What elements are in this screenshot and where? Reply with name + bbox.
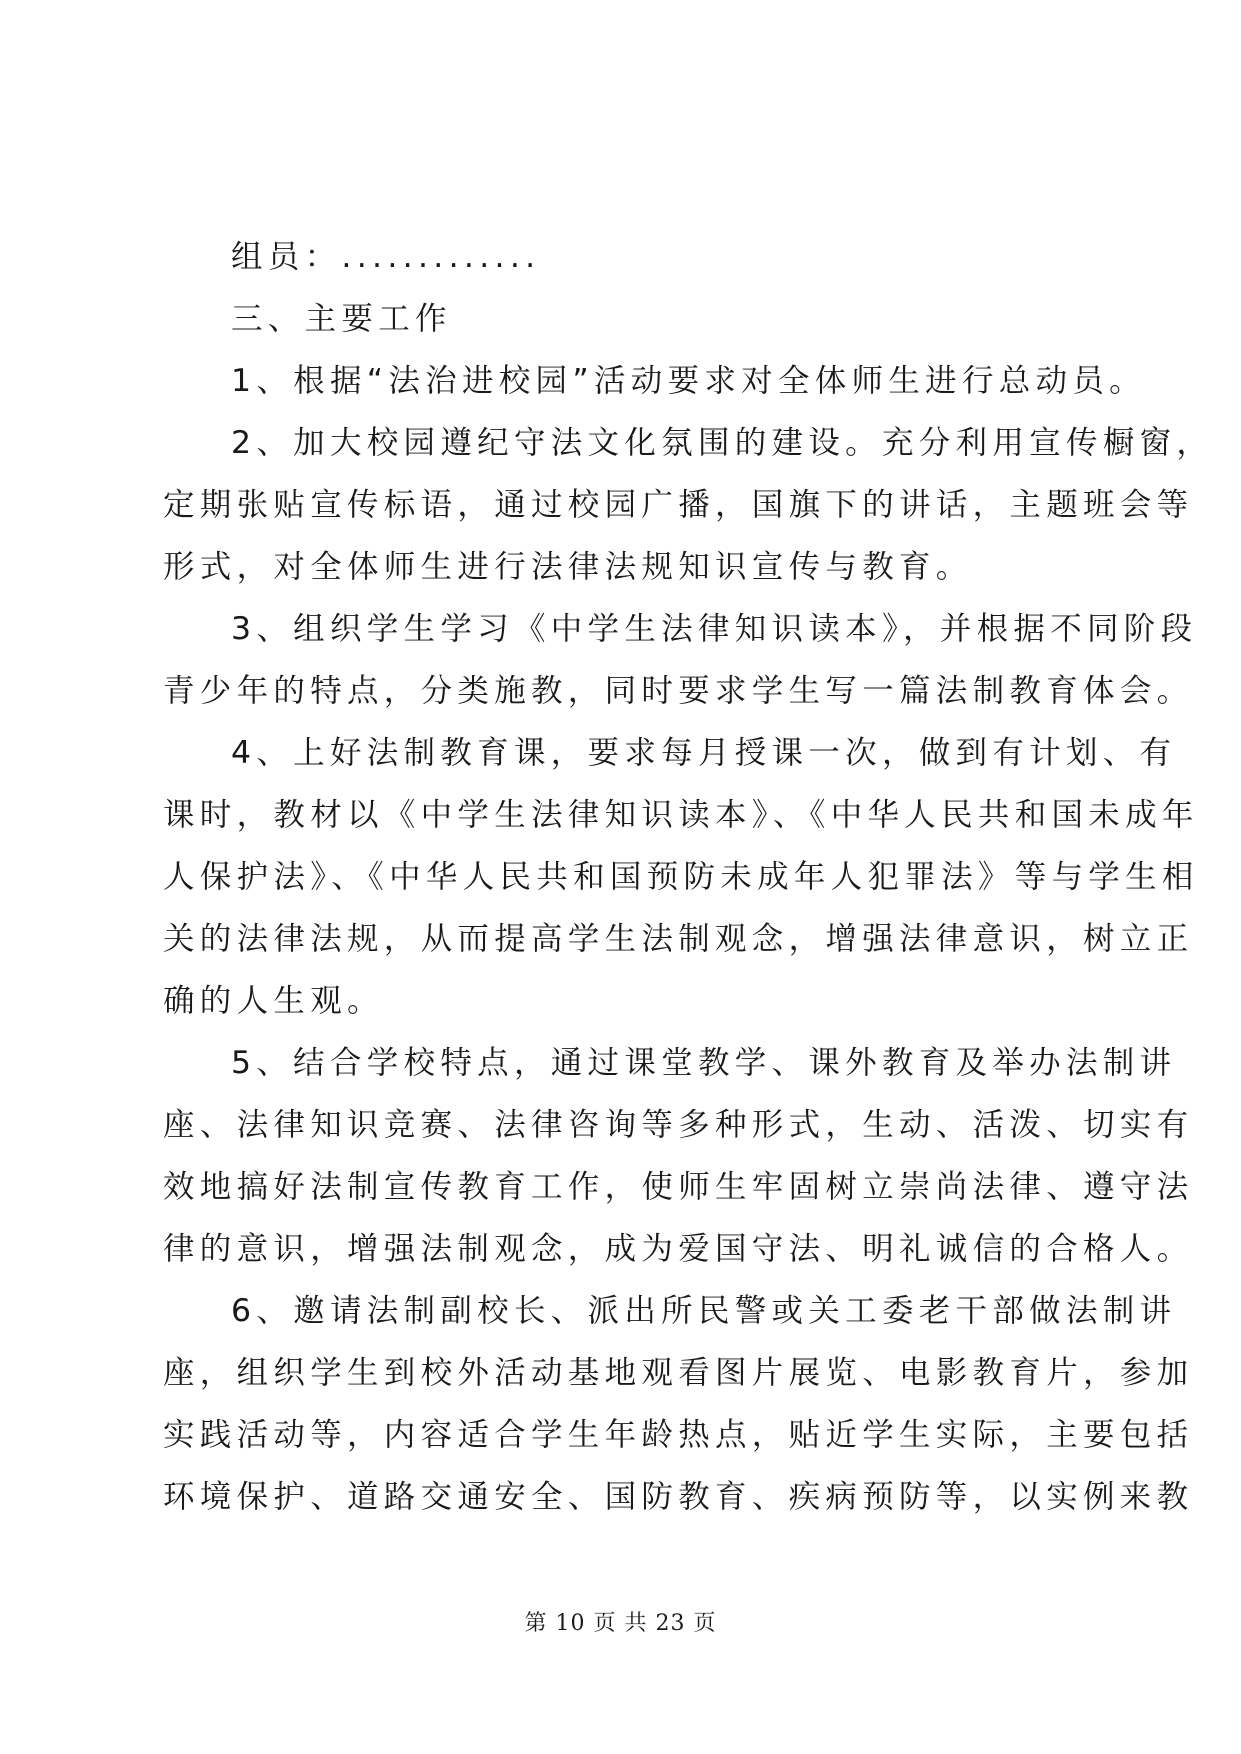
text-line: 定期张贴宣传标语，通过校园广播，国旗下的讲话，主题班会等 bbox=[163, 487, 1194, 523]
text-line: 律的意识，增强法制观念，成为爱国守法、明礼诚信的合格人。 bbox=[163, 1231, 1194, 1267]
text-line: 座、法律知识竞赛、法律咨询等多种形式，生动、活泼、切实有 bbox=[163, 1107, 1194, 1143]
section-heading: 三、主要工作 bbox=[231, 301, 452, 337]
text-line: 确的人生观。 bbox=[163, 983, 384, 1019]
page-number-footer: 第 10 页 共 23 页 bbox=[524, 1611, 717, 1636]
text-line: 4、上好法制教育课，要求每月授课一次，做到有计划、有 bbox=[231, 735, 1177, 771]
text-line: 课时，教材以《中学生法律知识读本》、《中华人民共和国未成年 bbox=[163, 797, 1199, 833]
text-line: 座，组织学生到校外活动基地观看图片展览、电影教育片，参加 bbox=[163, 1355, 1194, 1391]
text-line: 人保护法》、《中华人民共和国预防未成年人犯罪法》等与学生相 bbox=[163, 859, 1199, 895]
document-body bbox=[163, 226, 1214, 1528]
text-line: 实践活动等，内容适合学生年龄热点，贴近学生实际，主要包括 bbox=[163, 1417, 1194, 1453]
text-line: 2、加大校园遵纪守法文化氛围的建设。充分利用宣传橱窗， bbox=[231, 425, 1214, 461]
text-line: 5、结合学校特点，通过课堂教学、课外教育及举办法制讲 bbox=[231, 1045, 1177, 1081]
text-line: 青少年的特点，分类施教，同时要求学生写一篇法制教育体会。 bbox=[163, 673, 1194, 709]
text-line: 环境保护、道路交通安全、国防教育、疾病预防等，以实例来教 bbox=[163, 1479, 1194, 1515]
text-line: 6、邀请法制副校长、派出所民警或关工委老干部做法制讲 bbox=[231, 1293, 1177, 1329]
text-line: 1、根据“法治进校园”活动要求对全体师生进行总动员。 bbox=[231, 363, 1146, 399]
text-line: 组员：............. bbox=[231, 239, 541, 275]
text-line: 关的法律法规，从而提高学生法制观念，增强法律意识，树立正 bbox=[163, 921, 1194, 957]
text-line: 形式，对全体师生进行法律法规知识宣传与教育。 bbox=[163, 549, 973, 585]
text-line: 3、组织学生学习《中学生法律知识读本》，并根据不同阶段 bbox=[231, 611, 1198, 647]
text-line: 效地搞好法制宣传教育工作，使师生牢固树立崇尚法律、遵守法 bbox=[163, 1169, 1194, 1205]
